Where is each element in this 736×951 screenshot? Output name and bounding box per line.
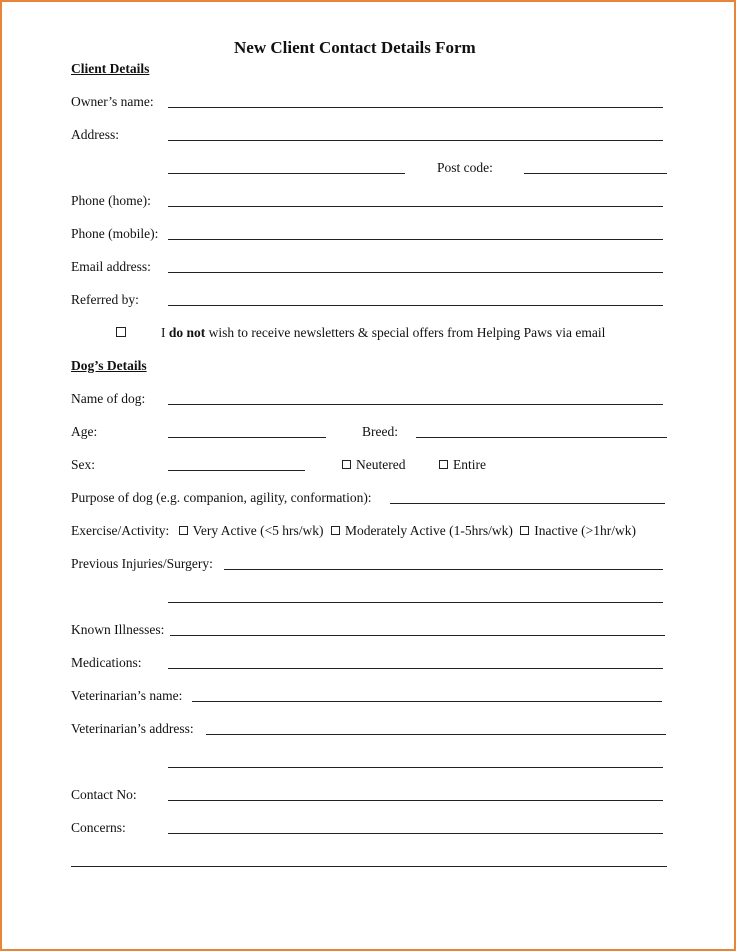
entire-option[interactable] — [439, 457, 486, 473]
sex-field[interactable] — [168, 470, 305, 471]
owners-name-field[interactable] — [168, 107, 663, 108]
entire-checkbox[interactable] — [439, 460, 448, 469]
previous-injuries-field-line1[interactable] — [224, 569, 663, 570]
vet-name-label: Veterinarian’s name: — [71, 688, 183, 703]
owners-name-label: Owner’s name: — [71, 94, 154, 109]
very-active-checkbox[interactable] — [179, 526, 188, 535]
post-code-label: Post code: — [437, 160, 493, 175]
dog-details-heading: Dog’s Details — [71, 358, 147, 373]
name-of-dog-field[interactable] — [168, 404, 663, 405]
email-field[interactable] — [168, 272, 663, 273]
post-code-field[interactable] — [524, 173, 667, 174]
medications-field[interactable] — [168, 668, 663, 669]
concerns-label: Concerns: — [71, 820, 126, 835]
exercise-activity-row — [71, 523, 636, 539]
phone-mobile-field[interactable] — [168, 239, 663, 240]
email-label: Email address: — [71, 259, 151, 274]
neutered-option[interactable] — [342, 457, 405, 473]
phone-home-field[interactable] — [168, 206, 663, 207]
vet-name-field[interactable] — [192, 701, 662, 702]
contact-no-label: Contact No: — [71, 787, 137, 802]
concerns-field-line1[interactable] — [168, 833, 663, 834]
inactive-option[interactable]: Inactive (>1hr/wk) — [520, 523, 636, 538]
age-label: Age: — [71, 424, 98, 439]
vet-address-label: Veterinarian’s address: — [71, 721, 194, 736]
previous-injuries-label: Previous Injuries/Surgery: — [71, 556, 213, 571]
known-illnesses-field[interactable] — [170, 635, 665, 636]
newsletter-opt-out-checkbox[interactable] — [116, 327, 126, 337]
breed-label: Breed: — [362, 424, 398, 439]
breed-field[interactable] — [416, 437, 667, 438]
medications-label: Medications: — [71, 655, 142, 670]
address-field-line2[interactable] — [168, 173, 405, 174]
entire-label: Entire — [453, 457, 486, 472]
previous-injuries-field-line2[interactable] — [168, 602, 663, 603]
very-active-option[interactable]: Very Active (<5 hrs/wk) — [179, 523, 324, 538]
phone-home-label: Phone (home): — [71, 193, 151, 208]
address-label: Address: — [71, 127, 119, 142]
purpose-field[interactable] — [390, 503, 665, 504]
moderately-active-checkbox[interactable] — [331, 526, 340, 535]
vet-address-field-line2[interactable] — [168, 767, 663, 768]
sex-label: Sex: — [71, 457, 96, 472]
vet-address-field-line1[interactable] — [206, 734, 666, 735]
purpose-label: Purpose of dog (e.g. companion, agility, conformation): — [71, 490, 372, 505]
age-field[interactable] — [168, 437, 326, 438]
moderately-active-option[interactable]: Moderately Active (1-5hrs/wk) — [331, 523, 513, 538]
form-title: New Client Contact Details Form — [234, 38, 476, 57]
referred-by-label: Referred by: — [71, 292, 139, 307]
name-of-dog-label: Name of dog: — [71, 391, 146, 406]
neutered-label: Neutered — [356, 457, 406, 472]
referred-by-field[interactable] — [168, 305, 663, 306]
contact-no-field[interactable] — [168, 800, 663, 801]
exercise-activity-label: Exercise/Activity: — [71, 523, 170, 538]
address-field-line1[interactable] — [168, 140, 663, 141]
phone-mobile-label: Phone (mobile): — [71, 226, 159, 241]
client-details-heading: Client Details — [71, 61, 150, 76]
inactive-checkbox[interactable] — [520, 526, 529, 535]
concerns-field-line2[interactable] — [71, 866, 667, 867]
neutered-checkbox[interactable] — [342, 460, 351, 469]
newsletter-opt-out-label: I do not wish to receive newsletters & special offers from Helping Paws via email — [161, 325, 606, 340]
known-illnesses-label: Known Illnesses: — [71, 622, 165, 637]
